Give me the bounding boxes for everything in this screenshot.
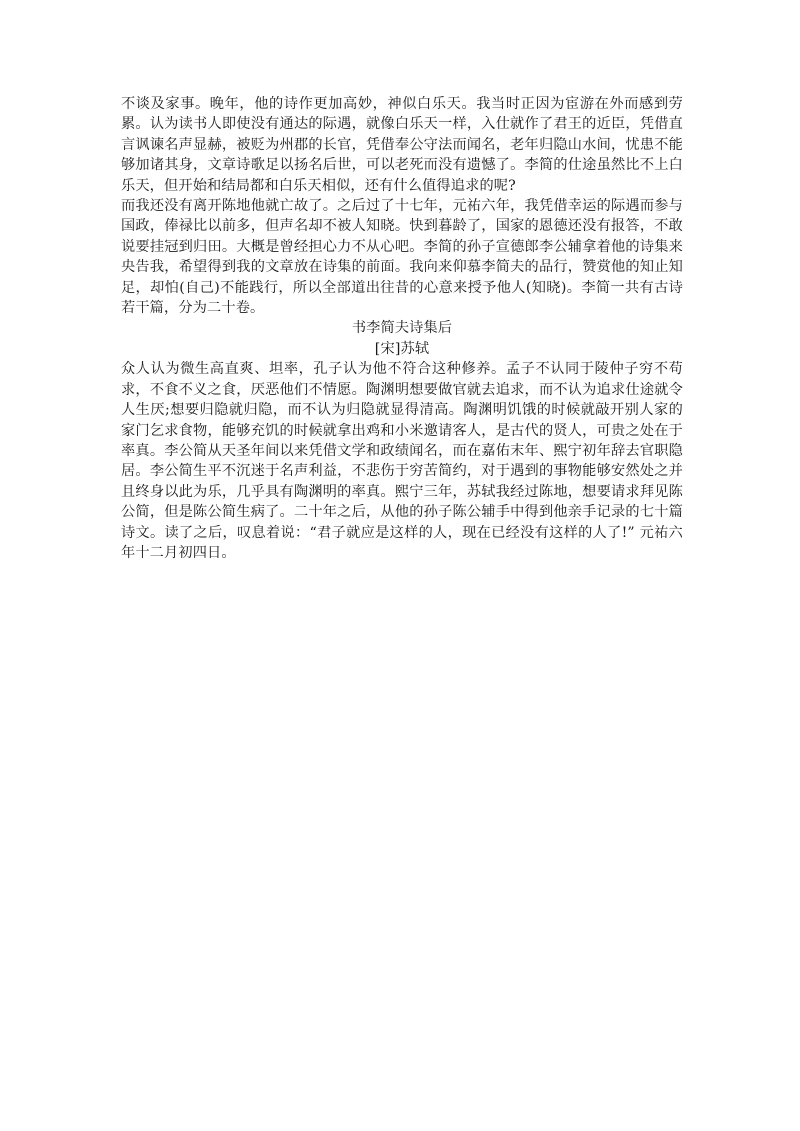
- paragraph-2: 而我还没有离开陈地他就亡故了。之后过了十七年，元祐六年，我凭借幸运的际遇而参与国政，俸禄比以前多，但声名却不被人知晓。快到暮龄了，国家的恩德还没有报答，不敢说要挂冠到归田。大概是曾经担心力不从心吧。李简的孙子宣德郎李公辅拿着他的诗集来央告我，希望得到我的文章放在诗集的前面。我向来仰慕李简夫的品行，赞赏他的知止知足，却怕(自己)不能践行，所以全部道出往昔的心意来授予他人(知晓)。李简一共有古诗若干篇，分为二十卷。: [121, 198, 683, 317]
- essay-title: 书李简夫诗集后: [351, 320, 453, 337]
- essay-author: [宋]苏轼: [374, 340, 430, 357]
- paragraph-1: 不谈及家事。晚年，他的诗作更加高妙，神似白乐天。我当时正因为宦游在外而感到劳累。认为读书人即使没有通达的际遇，就像白乐天一样，入仕就作了君王的近臣，凭借直言讽谏名声显赫，被贬为州郡的长官，凭借奉公守法而闻名，老年归隐山水间，忧患不能够加诸其身，文章诗歌足以扬名后世，可以老死而没有遗憾了。李简的仕途虽然比不上白乐天，但开始和结局都和白乐天相似，还有什么值得追求的呢?: [121, 96, 683, 194]
- document-body: [121, 94, 683, 563]
- paragraph-3: 众人认为微生高直爽、坦率，孔子认为他不符合这种修养。孟子不认同于陵仲子穷不苟求，不食不义之食，厌恶他们不情愿。陶渊明想要做官就去追求，而不认为追求仕途就令人生厌;想要归隐就归隐，而不认为归隐就显得清高。陶渊明饥饿的时候就敲开别人家的家门乞求食物，能够充饥的时候就拿出鸡和小米邀请客人，是古代的贤人，可贵之处在于率真。李公简从天圣年间以来凭借文学和政绩闻名，而在嘉佑末年、熙宁初年辞去官职隐居。李公简生平不沉迷于名声利益，不悲伤于穷苦简约，对于遇到的事物能够安然处之并且终身以此为乐，几乎具有陶渊明的率真。熙宁三年，苏轼我经过陈地，想要请求拜见陈公简，但是陈公简生病了。二十年之后，从他的孙子陈公辅手中得到他亲手记录的七十篇诗文。读了之后，叹息着说：“君子就应是这样的人，现在已经没有这样的人了!” 元祐六年十二月初四日。: [121, 361, 683, 561]
